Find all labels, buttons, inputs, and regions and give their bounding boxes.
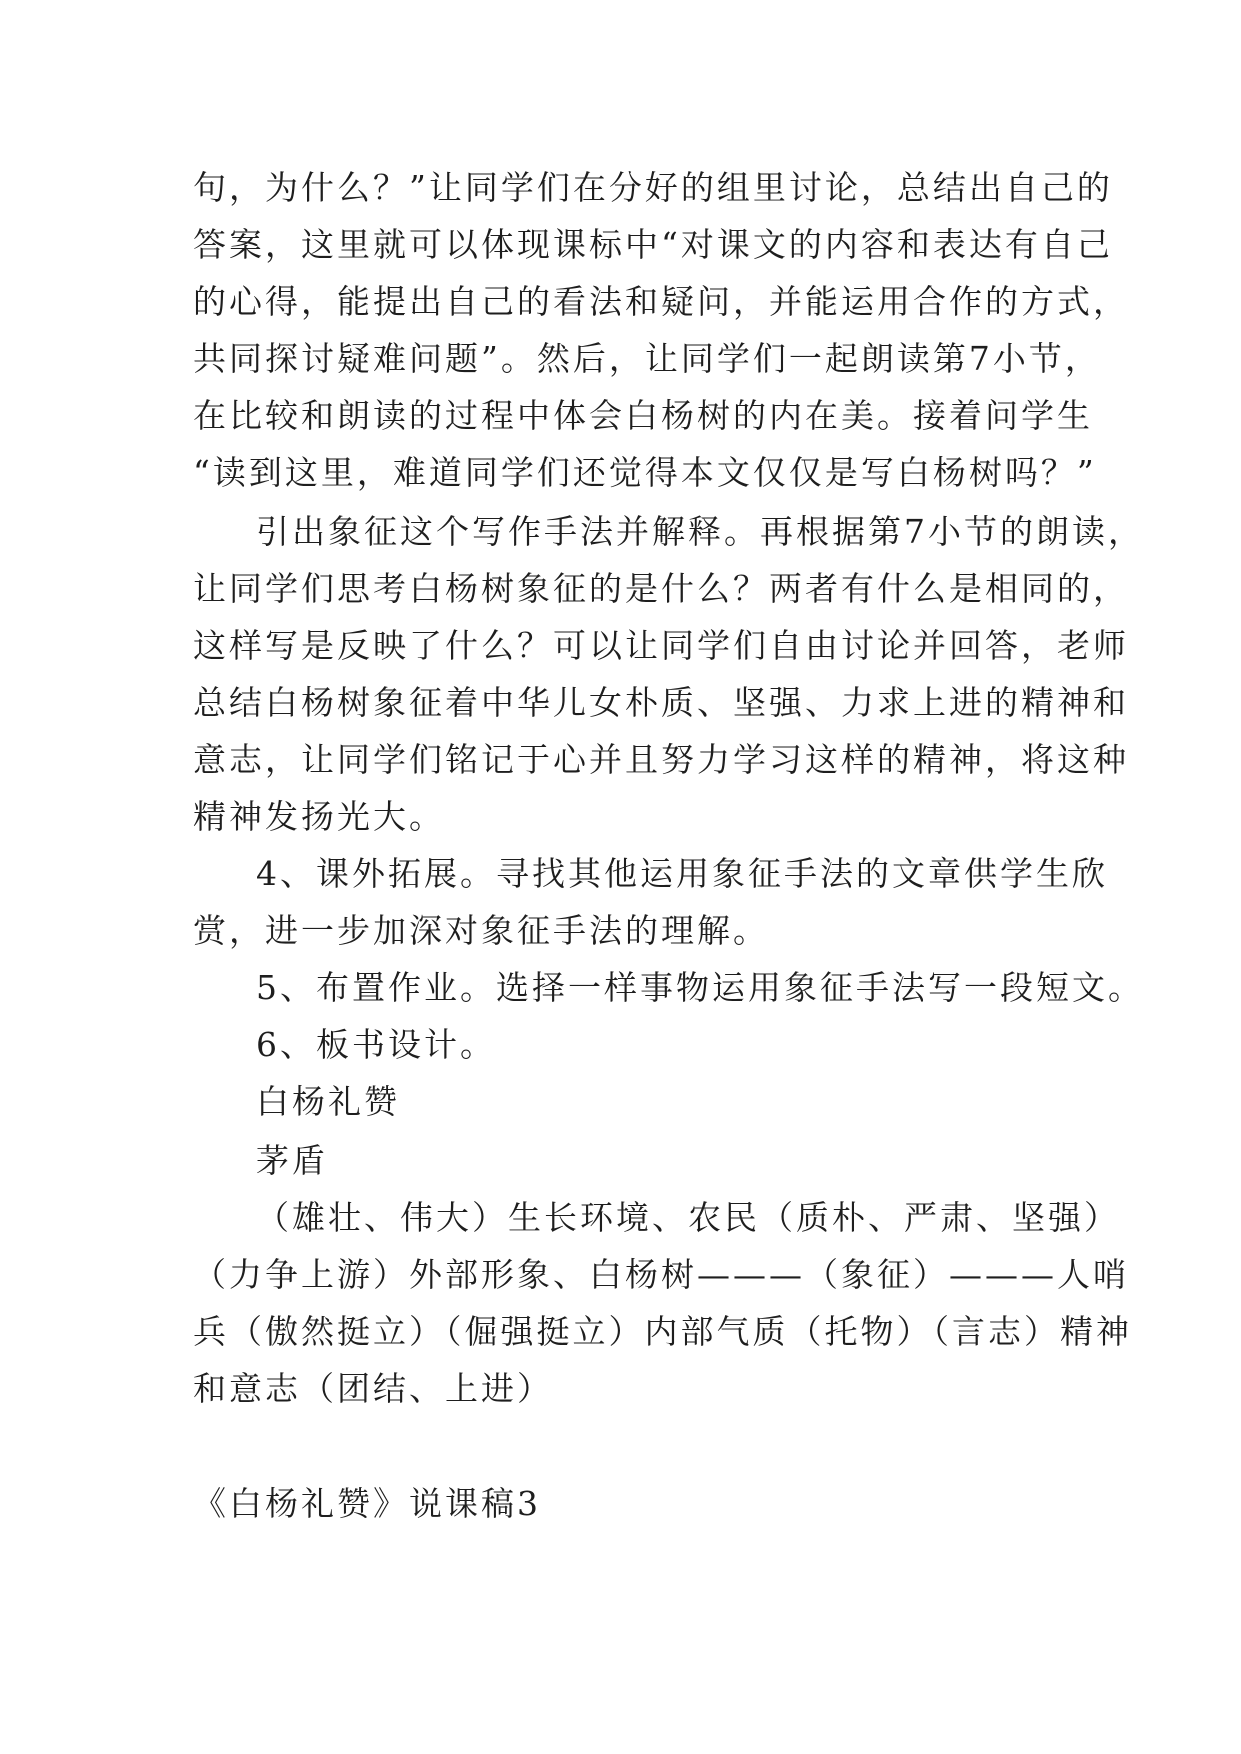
paragraph-line: 意志，让同学们铭记于心并且努力学习这样的精神，将这种 — [193, 740, 1129, 779]
list-item-extension: 4、课外拓展。寻找其他运用象征手法的文章供学生欣 — [256, 854, 1108, 893]
board-content-line: 和意志（团结、上进） — [193, 1369, 553, 1408]
paragraph-line: 句，为什么？”让同学们在分好的组里讨论，总结出自己的 — [193, 168, 1113, 207]
board-author: 茅盾 — [256, 1141, 328, 1180]
paragraph-line: 共同探讨疑难问题”。然后，让同学们一起朗读第7小节， — [193, 339, 1101, 378]
paragraph-line: 答案，这里就可以体现课标中“对课文的内容和表达有自己 — [193, 225, 1113, 264]
paragraph-line: 赏，进一步加深对象征手法的理解。 — [193, 911, 769, 950]
paragraph-line: 引出象征这个写作手法并解释。再根据第7小节的朗读， — [256, 512, 1144, 551]
list-item-board-design: 6、板书设计。 — [256, 1025, 496, 1064]
paragraph-line: 让同学们思考白杨树象征的是什么？两者有什么是相同的， — [193, 569, 1129, 608]
board-title: 白杨礼赞 — [256, 1082, 400, 1121]
board-content-line: （雄壮、伟大）生长环境、农民（质朴、严肃、坚强） — [256, 1198, 1120, 1237]
board-content-line: 兵（傲然挺立）（倔强挺立）内部气质（托物）（言志）精神 — [193, 1312, 1132, 1351]
list-item-homework: 5、布置作业。选择一样事物运用象征手法写一段短文。 — [256, 968, 1144, 1007]
paragraph-line: 总结白杨树象征着中华儿女朴质、坚强、力求上进的精神和 — [193, 683, 1129, 722]
paragraph-line: 精神发扬光大。 — [193, 797, 445, 836]
board-content-line: （力争上游）外部形象、白杨树———（象征）———人哨 — [193, 1255, 1129, 1294]
paragraph-line: 的心得，能提出自己的看法和疑问，并能运用合作的方式， — [193, 282, 1129, 321]
section-heading: 《白杨礼赞》说课稿3 — [193, 1484, 541, 1523]
paragraph-line: 这样写是反映了什么？可以让同学们自由讨论并回答，老师 — [193, 626, 1129, 665]
paragraph-line: 在比较和朗读的过程中体会白杨树的内在美。接着问学生 — [193, 396, 1093, 435]
paragraph-line: “读到这里，难道同学们还觉得本文仅仅是写白杨树吗？” — [193, 453, 1097, 492]
